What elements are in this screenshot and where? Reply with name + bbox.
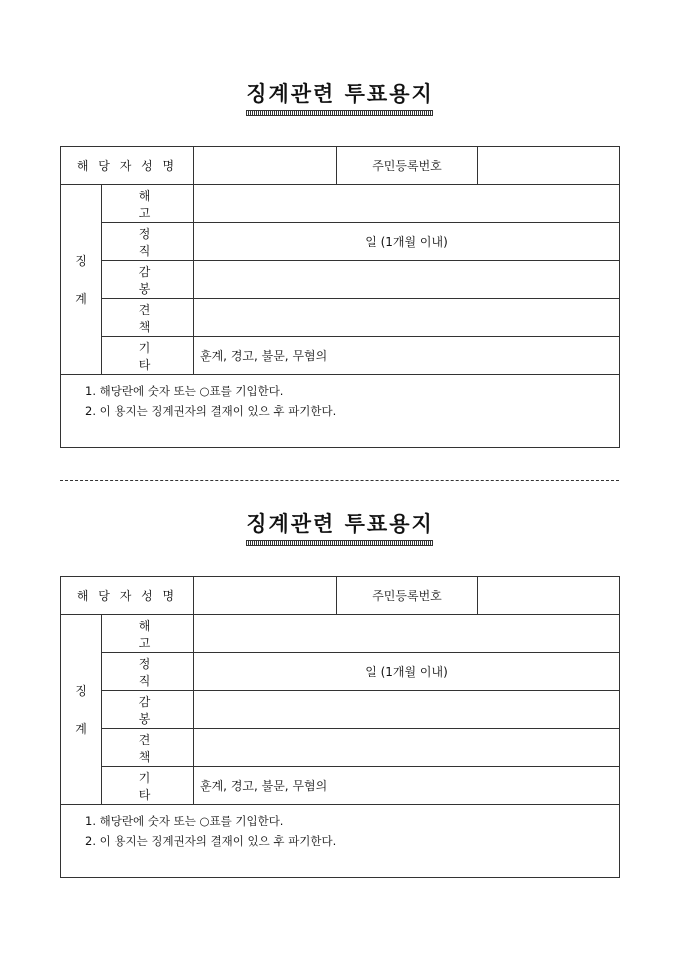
title-underline [246,540,433,546]
item-value-suspension[interactable]: 일 (1개월 이내) [194,223,620,261]
rrn-label: 주민등록번호 [337,577,478,615]
item-label-pay-cut: 감봉 [102,261,194,299]
rrn-input[interactable] [478,147,620,185]
rrn-label: 주민등록번호 [337,147,478,185]
rrn-input[interactable] [478,577,620,615]
note-line: 2. 이 용지는 징계권자의 결재이 있으 후 파기한다. [85,404,337,418]
ballot-table [60,576,620,878]
notes [61,375,620,448]
note-line: 2. 이 용지는 징계권자의 결재이 있으 후 파기한다. [85,834,337,848]
form-title: 징계관련 투표용지 [246,511,434,536]
item-label-dismissal: 해고 [102,185,194,223]
name-label: 해 당 자 성 명 [61,577,194,615]
category-char: 징 [75,683,87,698]
item-value-reprimand[interactable] [194,729,620,767]
item-label-reprimand: 견책 [102,299,194,337]
note-line: 1. 해당란에 숫자 또는 ○표를 기입한다. [85,814,284,828]
item-label-other: 기타 [102,767,194,805]
item-label-suspension: 정직 [102,653,194,691]
cut-line [60,480,619,481]
item-label-suspension: 정직 [102,223,194,261]
category-char: 징 [75,253,87,268]
ballot-table [60,146,620,448]
item-value-pay-cut[interactable] [194,261,620,299]
notes [61,805,620,878]
name-label: 해 당 자 성 명 [61,147,194,185]
category-char: 계 [75,721,87,736]
item-value-pay-cut[interactable] [194,691,620,729]
title-underline [246,110,433,116]
form-title: 징계관련 투표용지 [246,81,434,106]
item-label-reprimand: 견책 [102,729,194,767]
note-line: 1. 해당란에 숫자 또는 ○표를 기입한다. [85,384,284,398]
name-input[interactable] [194,147,337,185]
item-label-pay-cut: 감봉 [102,691,194,729]
item-value-other[interactable]: 훈계, 경고, 불문, 무혐의 [194,337,620,375]
item-value-dismissal[interactable] [194,615,620,653]
category-label [61,615,102,805]
category-char: 계 [75,291,87,306]
item-value-dismissal[interactable] [194,185,620,223]
item-value-suspension[interactable]: 일 (1개월 이내) [194,653,620,691]
category-label [61,185,102,375]
name-input[interactable] [194,577,337,615]
item-value-other[interactable]: 훈계, 경고, 불문, 무혐의 [194,767,620,805]
item-value-reprimand[interactable] [194,299,620,337]
item-label-dismissal: 해고 [102,615,194,653]
item-label-other: 기타 [102,337,194,375]
